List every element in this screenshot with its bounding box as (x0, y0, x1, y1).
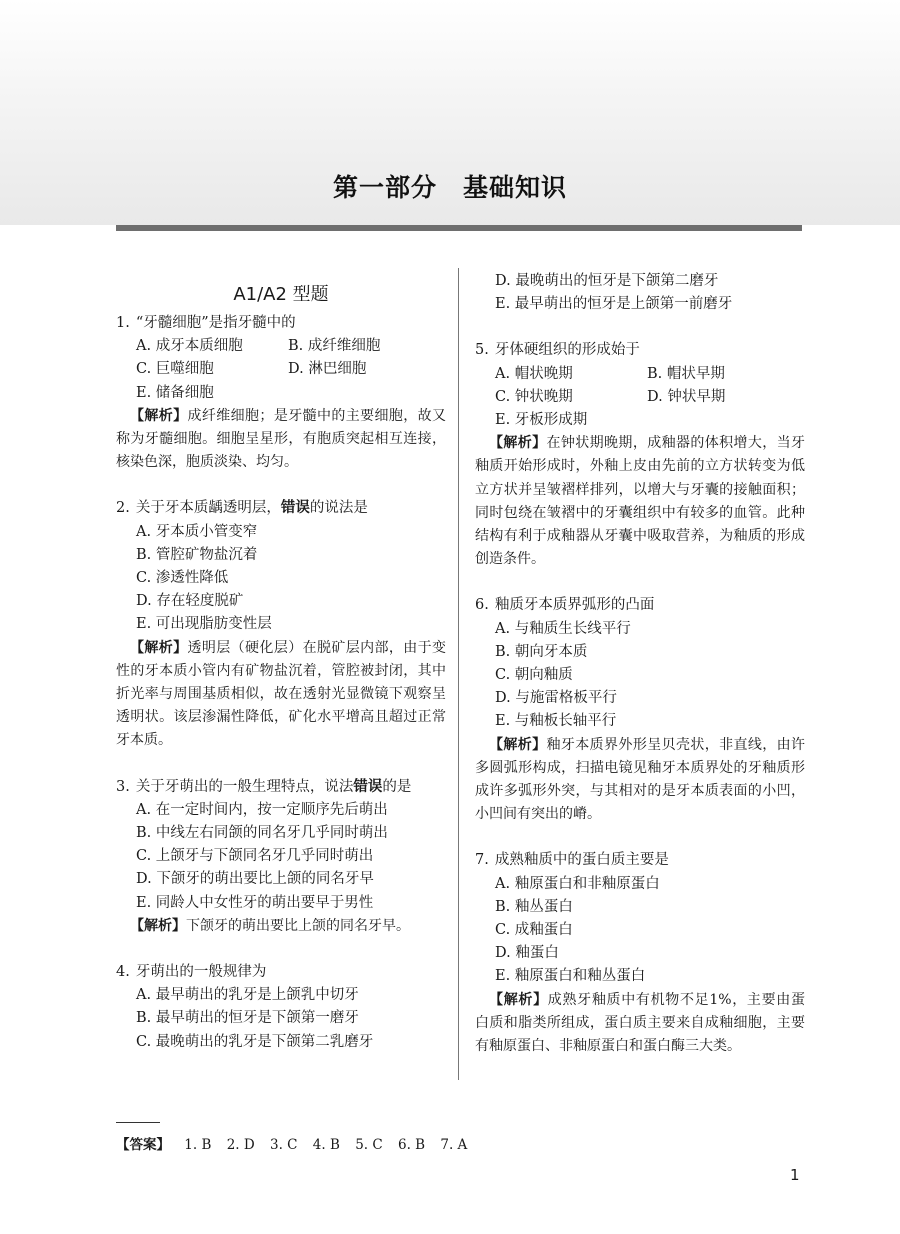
option: A. 在一定时间内，按一定顺序先后萌出 (136, 801, 388, 818)
option: C. 上颌牙与下颌同名牙几乎同时萌出 (136, 848, 374, 865)
question-1 (116, 312, 446, 474)
option: B. 管腔矿物盐沉着 (136, 546, 258, 563)
page-number: 1 (790, 1166, 800, 1184)
question-6 (475, 594, 805, 826)
analysis: 【解析】在钟状期晚期，成釉器的体积增大，当牙釉质开始形成时，外釉上皮由先前的立方状转变为低立方状并呈皱褶样排列，以增大与牙囊的接触面积；同时包绕在皱褶中的牙囊组织中有较多的血管。此种结构有利于成釉器从牙囊中吸取营养，为釉质的形成创造条件。 (475, 435, 806, 568)
option: E. 牙板形成期 (495, 412, 588, 429)
question-stem: 6. 釉质牙本质界弧形的凸面 (475, 597, 655, 614)
option: D. 存在轻度脱矿 (136, 593, 244, 610)
question-5 (475, 339, 805, 571)
analysis: 【解析】下颌牙的萌出要比上颌的同名牙早。 (130, 917, 410, 934)
option: D. 下颌牙的萌出要比上颌的同名牙早 (136, 871, 374, 888)
question-stem: 7. 成熟釉质中的蛋白质主要是 (475, 852, 669, 869)
answer-item: 1. B (184, 1137, 212, 1153)
option: C. 巨噬细胞 (136, 361, 214, 378)
answer-item: 2. D (226, 1137, 255, 1153)
option: B. 中线左右同颌的同名牙几乎同时萌出 (136, 825, 388, 842)
option: C. 钟状晚期 (495, 388, 573, 405)
option: A. 成牙本质细胞 (136, 338, 243, 355)
right-column (475, 270, 805, 1081)
analysis: 【解析】成纤维细胞；是牙髓中的主要细胞，故又称为牙髓细胞。细胞呈星形，有胞质突起相互连接，核染色深，胞质淡染、均匀。 (116, 407, 447, 471)
option: E. 可出现脂肪变性层 (136, 616, 272, 633)
answer-item: 7. A (440, 1137, 468, 1153)
analysis-label: 【解析】 (130, 407, 188, 424)
question-4-continued (475, 270, 805, 316)
question-4 (116, 961, 446, 1054)
option: A. 与釉质生长线平行 (495, 620, 631, 637)
analysis-label: 【解析】 (489, 435, 547, 452)
answer-item: 3. C (269, 1137, 298, 1153)
keyword-emphasis: 错误 (280, 500, 310, 517)
option: A. 牙本质小管变窄 (136, 523, 258, 540)
option: E. 储备细胞 (136, 384, 214, 401)
option: C. 朝向釉质 (495, 667, 573, 684)
option: A. 帽状晚期 (495, 365, 573, 382)
option: E. 釉原蛋白和釉丛蛋白 (495, 968, 646, 985)
footnote-rule (116, 1122, 160, 1123)
option: A. 釉原蛋白和非釉原蛋白 (495, 875, 660, 892)
column-divider (458, 268, 459, 1080)
option: B. 朝向牙本质 (495, 643, 588, 660)
option: D. 淋巴细胞 (288, 361, 367, 378)
question-3 (116, 776, 446, 938)
option: E. 最早萌出的恒牙是上颌第一前磨牙 (495, 296, 733, 313)
option: D. 釉蛋白 (495, 945, 559, 962)
answer-item: 4. B (312, 1137, 340, 1153)
option: B. 最早萌出的恒牙是下颌第一磨牙 (136, 1010, 359, 1027)
keyword-emphasis: 错误 (353, 778, 383, 795)
analysis-label: 【解析】 (130, 917, 186, 934)
left-column (116, 270, 446, 1077)
analysis-label: 【解析】 (489, 991, 548, 1008)
option: C. 成釉蛋白 (495, 922, 573, 939)
analysis-label: 【解析】 (489, 736, 547, 753)
answer-key-label: 【答案】 (116, 1137, 170, 1153)
question-stem: 5. 牙体硬组织的形成始于 (475, 342, 640, 359)
answer-item: 5. C (355, 1137, 383, 1153)
header-rule (116, 225, 802, 231)
question-stem: 4. 牙萌出的一般规律为 (116, 964, 267, 981)
answer-key (116, 1133, 478, 1153)
answer-item: 6. B (398, 1137, 426, 1153)
option: D. 钟状早期 (647, 388, 726, 405)
option: B. 帽状早期 (647, 365, 725, 382)
analysis: 【解析】透明层（硬化层）在脱矿层内部，由于变性的牙本质小管内有矿物盐沉着，管腔被封闭，其中折光率与周围基质相似，故在透射光显微镜下观察呈透明状。该层渗漏性降低，矿化水平增高且超过正常牙本质。 (116, 639, 447, 749)
analysis-label: 【解析】 (130, 639, 188, 656)
option: B. 成纤维细胞 (288, 338, 381, 355)
option: E. 与釉板长轴平行 (495, 713, 617, 730)
question-2 (116, 497, 446, 752)
analysis: 【解析】釉牙本质界外形呈贝壳状，非直线，由许多圆弧形构成，扫描电镜见釉牙本质界处的牙釉质形成许多弧形外突，与其相对的是牙本质表面的小凹，小凹间有突出的嵴。 (475, 736, 806, 823)
option: D. 与施雷格板平行 (495, 690, 617, 707)
section-title: A1/A2 型题 (233, 284, 329, 305)
question-stem: 2. 关于牙本质龋透明层，错误的说法是 (116, 500, 368, 517)
option: D. 最晚萌出的恒牙是下颌第二磨牙 (495, 273, 719, 289)
question-stem: 3. 关于牙萌出的一般生理特点，说法错误的是 (116, 778, 412, 795)
question-stem: 1. “牙髓细胞”是指牙髓中的 (116, 315, 296, 331)
option: B. 釉丛蛋白 (495, 898, 573, 915)
question-7 (475, 849, 805, 1058)
analysis: 【解析】成熟牙釉质中有机物不足1%，主要由蛋白质和脂类所组成，蛋白质主要来自成釉细胞，主要有釉原蛋白、非釉原蛋白和蛋白酶三大类。 (475, 991, 805, 1055)
option: C. 渗透性降低 (136, 570, 229, 587)
option: E. 同龄人中女性牙的萌出要早于男性 (136, 894, 374, 911)
part-title: 第一部分 基础知识 (332, 173, 567, 202)
option: C. 最晚萌出的乳牙是下颌第二乳磨牙 (136, 1033, 374, 1050)
option: A. 最早萌出的乳牙是上颌乳中切牙 (136, 987, 359, 1004)
